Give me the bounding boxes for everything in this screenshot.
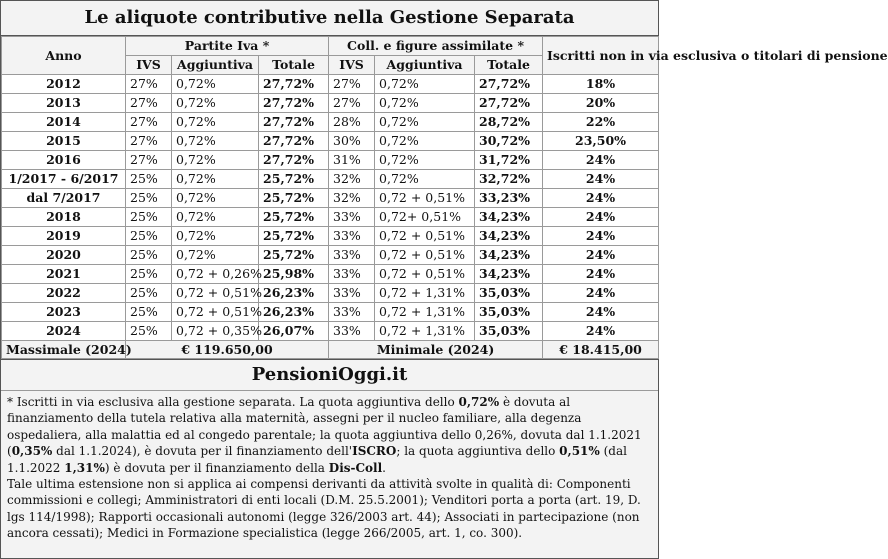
cell-coll-totale: 35,03% [475,303,543,322]
cell-coll-totale: 32,72% [475,170,543,189]
header-partite-iva: Partite Iva * [126,37,329,56]
cell-coll-ivs: 27% [329,75,375,94]
cell-iscritti: 24% [543,189,659,208]
cell-piva-totale: 25,72% [259,189,329,208]
cell-coll-aggiuntiva: 0,72 + 0,51% [375,246,475,265]
cell-piva-ivs: 27% [126,151,172,170]
massimale-label: Massimale (2024) [2,341,126,359]
cell-piva-ivs: 27% [126,94,172,113]
cell-coll-ivs: 33% [329,303,375,322]
cell-piva-ivs: 25% [126,265,172,284]
header-piva-ivs: IVS [126,56,172,75]
cell-iscritti: 24% [543,227,659,246]
cell-piva-ivs: 25% [126,284,172,303]
cell-iscritti: 24% [543,265,659,284]
cell-piva-ivs: 25% [126,189,172,208]
cell-coll-totale: 34,23% [475,265,543,284]
table-row [2,303,659,322]
cell-piva-aggiuntiva: 0,72 + 0,26% [172,265,259,284]
cell-iscritti: 20% [543,94,659,113]
table-row [2,208,659,227]
cell-piva-totale: 27,72% [259,94,329,113]
cell-piva-aggiuntiva: 0,72% [172,151,259,170]
cell-piva-totale: 25,72% [259,246,329,265]
note-text: è dovuta al finanziamento della tutela relativa alla maternità, assegni per il nucleo familiare, alla degenza ospedaliera, alla malattia ed al congedo parentale; la quota aggiuntiva dello 0,26%, dovuta dal 1.1.2021 ( [7,395,642,459]
note-bold: 0,72% [458,395,500,409]
table-row [2,322,659,341]
cell-piva-aggiuntiva: 0,72 + 0,35% [172,322,259,341]
cell-coll-aggiuntiva: 0,72+ 0,51% [375,208,475,227]
note-bold: ISCRO [352,444,397,459]
table-row [2,132,659,151]
table-row [2,94,659,113]
cell-iscritti: 18% [543,75,659,94]
cell-coll-ivs: 32% [329,170,375,189]
cell-coll-totale: 34,23% [475,246,543,265]
note-text: . [382,460,386,475]
minimale-value: € 18.415,00 [543,341,659,359]
cell-piva-totale: 27,72% [259,132,329,151]
cell-anno: 2023 [2,303,126,322]
cell-coll-totale: 27,72% [475,94,543,113]
cell-coll-aggiuntiva: 0,72% [375,151,475,170]
cell-piva-aggiuntiva: 0,72% [172,75,259,94]
note-bold: 1,31% [64,460,105,475]
cell-coll-aggiuntiva: 0,72 + 1,31% [375,303,475,322]
footnote-paragraph-1 [7,394,652,476]
cell-piva-ivs: 25% [126,208,172,227]
footnote [1,391,658,542]
cell-piva-ivs: 27% [126,75,172,94]
cell-iscritti: 24% [543,170,659,189]
cell-iscritti: 22% [543,113,659,132]
cell-coll-ivs: 30% [329,132,375,151]
cell-anno: 1/2017 - 6/2017 [2,170,126,189]
cell-anno: 2019 [2,227,126,246]
note-bold: Dis-Coll [328,460,383,475]
cell-piva-aggiuntiva: 0,72% [172,113,259,132]
cell-iscritti: 24% [543,284,659,303]
note-bold: 0,35% [11,444,53,459]
cell-coll-ivs: 33% [329,246,375,265]
cell-piva-ivs: 25% [126,227,172,246]
brand-logo-text: PensioniOggi.it [1,359,658,391]
cell-iscritti: 24% [543,208,659,227]
cell-piva-aggiuntiva: 0,72% [172,189,259,208]
table-body [2,75,659,341]
cell-piva-aggiuntiva: 0,72% [172,227,259,246]
cell-coll-totale: 34,23% [475,227,543,246]
cell-piva-totale: 26,23% [259,284,329,303]
cell-coll-aggiuntiva: 0,72 + 0,51% [375,227,475,246]
cell-anno: 2024 [2,322,126,341]
cell-coll-aggiuntiva: 0,72 + 0,51% [375,189,475,208]
cell-iscritti: 24% [543,303,659,322]
cell-coll-ivs: 33% [329,265,375,284]
header-piva-totale: Totale [259,56,329,75]
note-bold: 0,51% [559,444,600,459]
cell-piva-ivs: 27% [126,132,172,151]
cell-piva-ivs: 25% [126,322,172,341]
header-row-1 [2,37,659,56]
cell-coll-totale: 35,03% [475,284,543,303]
cell-piva-totale: 26,23% [259,303,329,322]
cell-coll-aggiuntiva: 0,72% [375,113,475,132]
cell-piva-aggiuntiva: 0,72 + 0,51% [172,284,259,303]
cell-coll-ivs: 33% [329,208,375,227]
cell-anno: 2020 [2,246,126,265]
cell-piva-ivs: 27% [126,113,172,132]
header-coll-aggiuntiva: Aggiuntiva [375,56,475,75]
cell-piva-aggiuntiva: 0,72% [172,208,259,227]
cell-coll-aggiuntiva: 0,72 + 1,31% [375,322,475,341]
cell-piva-totale: 27,72% [259,151,329,170]
table-row [2,265,659,284]
header-coll-totale: Totale [475,56,543,75]
cell-iscritti: 23,50% [543,132,659,151]
note-text: (dal 1.1.2022 [7,444,627,475]
cell-coll-aggiuntiva: 0,72 + 0,51% [375,265,475,284]
cell-piva-totale: 26,07% [259,322,329,341]
cell-anno: 2015 [2,132,126,151]
cell-anno: 2016 [2,151,126,170]
note-text: * Iscritti in via esclusiva alla gestione separata. La quota aggiuntiva dello [7,395,459,409]
cell-piva-totale: 27,72% [259,113,329,132]
cell-coll-aggiuntiva: 0,72% [375,94,475,113]
table-row [2,75,659,94]
header-iscritti: Iscritti non in via esclusiva o titolari di pensione [543,37,659,75]
cell-piva-ivs: 25% [126,246,172,265]
header-coll-ivs: IVS [329,56,375,75]
cell-anno: 2012 [2,75,126,94]
page-title: Le aliquote contributive nella Gestione Separata [1,1,658,36]
cell-coll-aggiuntiva: 0,72 + 1,31% [375,284,475,303]
footnote-paragraph-2: Tale ultima estensione non si applica ai compensi derivanti da attività svolte in qualità di: Componenti commissioni e collegi; Amministratori di enti locali (D.M. 25.5.2001); Venditori porta a porta (art. 19, D. lgs 114/1998); Rapporti occasionali autonomi (legge 326/2003 art. 44); Associati in partecipazione (non ancora cessati); Medici in Formazione specialistica (legge 266/2005, art. 1, co. 300). [7,477,641,541]
cell-coll-ivs: 33% [329,322,375,341]
cell-coll-totale: 34,23% [475,208,543,227]
table-row [2,227,659,246]
cell-coll-totale: 27,72% [475,75,543,94]
cell-coll-totale: 28,72% [475,113,543,132]
cell-piva-aggiuntiva: 0,72% [172,246,259,265]
header-anno: Anno [2,37,126,75]
cell-piva-totale: 25,72% [259,170,329,189]
cell-coll-aggiuntiva: 0,72% [375,170,475,189]
cell-piva-ivs: 25% [126,303,172,322]
cell-piva-totale: 25,98% [259,265,329,284]
cell-iscritti: 24% [543,322,659,341]
rates-table [1,36,888,359]
cell-piva-aggiuntiva: 0,72 + 0,51% [172,303,259,322]
cell-piva-ivs: 25% [126,170,172,189]
note-text: ; la quota aggiuntiva dello [396,444,560,459]
table-row [2,189,659,208]
cell-anno: 2022 [2,284,126,303]
cell-piva-aggiuntiva: 0,72% [172,170,259,189]
cell-anno: 2013 [2,94,126,113]
note-text: ) è dovuta per il finanziamento della [104,460,329,475]
cell-anno: dal 7/2017 [2,189,126,208]
massimale-value: € 119.650,00 [126,341,329,359]
cell-piva-totale: 27,72% [259,75,329,94]
cell-anno: 2014 [2,113,126,132]
cell-iscritti: 24% [543,151,659,170]
table-row [2,151,659,170]
note-text: dal 1.1.2024), è dovuta per il finanziamento dell' [52,444,353,459]
cell-coll-aggiuntiva: 0,72% [375,132,475,151]
cell-anno: 2021 [2,265,126,284]
cell-piva-aggiuntiva: 0,72% [172,132,259,151]
cell-piva-aggiuntiva: 0,72% [172,94,259,113]
cell-coll-ivs: 28% [329,113,375,132]
cell-piva-totale: 25,72% [259,227,329,246]
table-row [2,284,659,303]
cell-coll-ivs: 33% [329,284,375,303]
cell-coll-ivs: 32% [329,189,375,208]
cell-coll-ivs: 27% [329,94,375,113]
table-row [2,246,659,265]
cell-coll-totale: 35,03% [475,322,543,341]
cell-iscritti: 24% [543,246,659,265]
cell-coll-ivs: 31% [329,151,375,170]
cell-coll-totale: 33,23% [475,189,543,208]
cell-coll-ivs: 33% [329,227,375,246]
cell-anno: 2018 [2,208,126,227]
minimale-label: Minimale (2024) [329,341,543,359]
cell-coll-totale: 31,72% [475,151,543,170]
cell-coll-aggiuntiva: 0,72% [375,75,475,94]
table-row [2,113,659,132]
footer-row [2,341,659,359]
cell-coll-totale: 30,72% [475,132,543,151]
table-row [2,170,659,189]
header-coll: Coll. e figure assimilate * [329,37,543,56]
header-piva-aggiuntiva: Aggiuntiva [172,56,259,75]
cell-piva-totale: 25,72% [259,208,329,227]
